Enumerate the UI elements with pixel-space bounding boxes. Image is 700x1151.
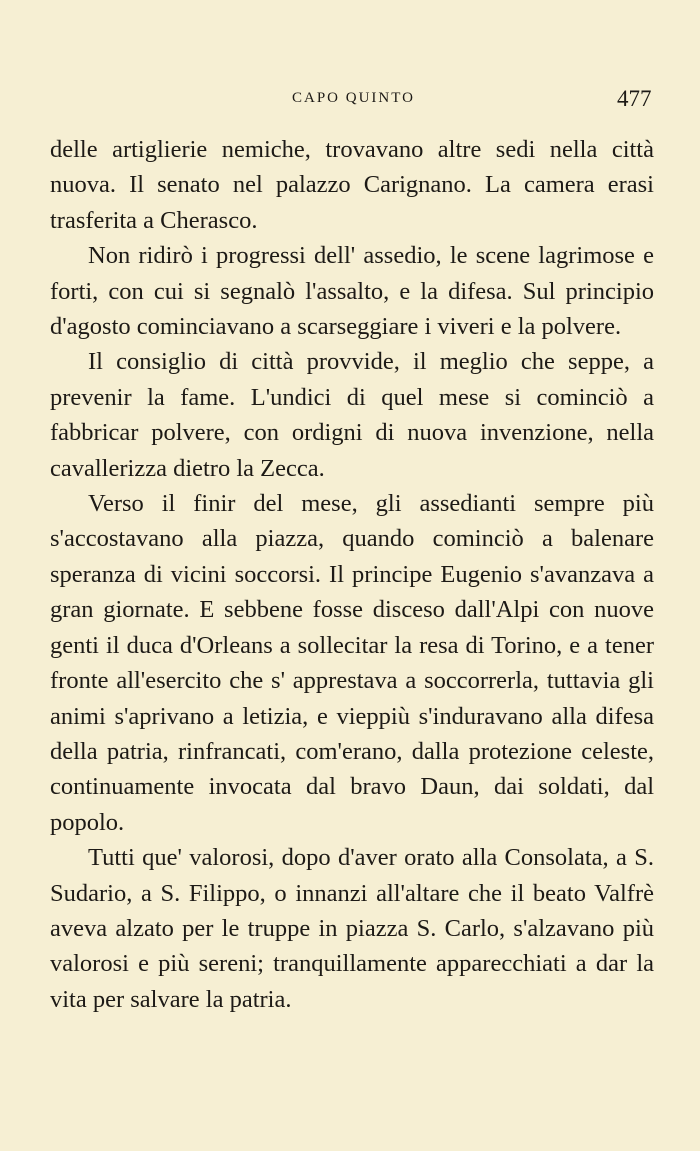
chapter-title: CAPO QUINTO (292, 90, 415, 106)
paragraph: Verso il finir del mese, gli assedianti sempre più s'accostavano alla piazza, quando cominciò a balenare speranza di vicini soccorsi. Il principe Eugenio s'avanzava a gran giornate. E sebbene fosse disceso dall'Alpi con nuove genti il duca d'Orleans a sollecitar la resa di Torino, e a tener fronte all'esercito che s' apprestava a soccorrerla, tuttavia gli animi s'aprivano a letizia, e vieppiù s'induravano alla difesa della patria, rinfrancati, com'erano, dalla protezione celeste, continuamente invocata dal bravo Daun, dai soldati, dal popolo. (50, 490, 654, 836)
paragraph: Tutti que' valorosi, dopo d'aver orato alla Consolata, a S. Sudario, a S. Filippo, o innanzi all'altare che il beato Valfrè aveva alzato per le truppe in piazza S. Carlo, s'alzavano più valorosi e più sereni; tranquillamente apparecchiati a dar la vita per salvare la patria. (50, 844, 654, 1013)
body-text (50, 132, 654, 1017)
paragraph: Il consiglio di città provvide, il meglio che seppe, a prevenir la fame. L'undici di quel mese si cominciò a fabbricar polvere, con ordigni di nuova invenzione, nella cavallerizza dietro la Zecca. (50, 348, 654, 482)
running-head (0, 88, 700, 118)
paragraph-continuation: delle artiglierie nemiche, trovavano altre sedi nella città nuova. Il senato nel palazzo Carignano. La camera erasi trasferita a Cherasco. (50, 136, 654, 234)
page-number: 477 (617, 86, 652, 111)
paragraph: Non ridirò i progressi dell' assedio, le scene lagrimose e forti, con cui si segnalò l'assalto, e la difesa. Sul principio d'agosto cominciavano a scarseggiare i viveri e la polvere. (50, 242, 654, 341)
